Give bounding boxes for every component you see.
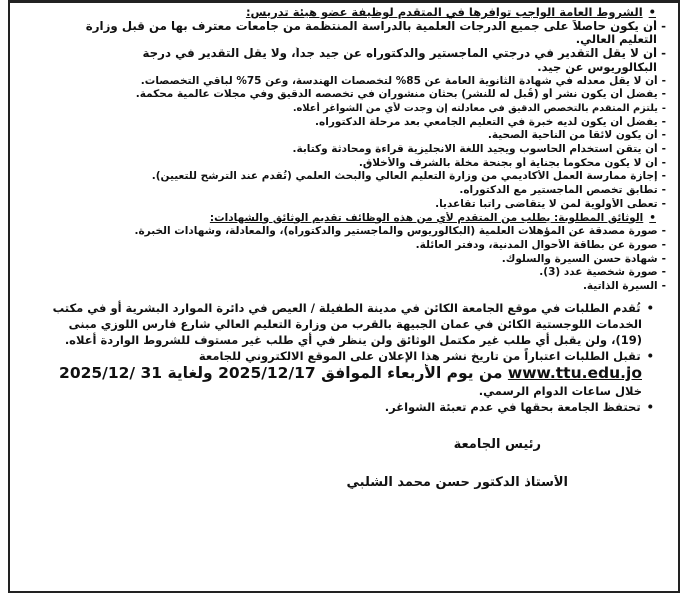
condition-item: - أن لا يقل معدله في شهادة الثانوية العامة عن 85% لتخصصات الهندسة، وعن 75% لباقي التخصصات. xyxy=(22,75,666,89)
documents-title: • الوثائق المطلوبة: يطلب من المتقدم لأي من هذه الوظائف تقديم الوثائق والشهادات: xyxy=(22,212,656,226)
website-and-dates xyxy=(22,364,642,383)
website-link[interactable]: www.ttu.edu.jo xyxy=(507,363,642,382)
submission-line: الخدمات اللوجستية الكائن في عمان الجبيهة بالقرب من وزارة التعليم العالي شارع فارس اللوزي مبنى xyxy=(68,316,642,331)
condition-item: - أن يتقن استخدام الحاسوب ويجيد اللغة الانجليزية قراءة ومحادثة وكتابة. xyxy=(22,143,666,157)
condition-item: - تعطى الأولوية لمن لا يتقاضى راتباً تقاعدياً. xyxy=(22,198,666,212)
documents-list xyxy=(22,225,666,294)
document-item: - صورة مصدقة عن المؤهلات العلمية (البكالوريوس والماجستير والدكتوراه)، والمعادلة، وشهادات الخبرة. xyxy=(22,225,666,239)
document-item: - صورة عن بطاقة الأحوال المدنية، ودفتر العائلة. xyxy=(22,239,666,253)
conditions-list xyxy=(22,20,666,212)
condition-item: - أن لا يكون محكوماً بجناية أو بجنحة مخلة بالشرف والأخلاق. xyxy=(22,157,666,171)
announcement-content xyxy=(22,6,666,491)
condition-item: - تطابق تخصص الماجستير مع الدكتوراه. xyxy=(22,184,666,198)
signatory-name: الأستاذ الدكتور حسن محمد الشلبي xyxy=(346,474,568,490)
condition-item: التعليم العالي. xyxy=(575,33,657,47)
document-item: - شهادة حسن السيرة والسلوك. xyxy=(22,253,666,267)
submission-line: (19)، ولن يقبل أي طلب غير مكتمل الوثائق ولن ينظر في أي طلب غير مستوف للشروط الواردة أعلاه. xyxy=(64,332,642,347)
condition-item: - أن يكون حاصلاً على جميع الدرجات العلمية بالدراسة المنتظمة من جامعات معترف بها من قبل وزارة xyxy=(22,20,666,34)
submission-block xyxy=(22,300,654,348)
condition-item: البكالوريوس عن جيد. xyxy=(537,60,657,74)
condition-item: - أن لا يقل التقدير في درجتي الماجستير والدكتوراه عن جيد جداً، ولا يقل التقدير في درجة xyxy=(22,47,666,61)
condition-item: - إجازة ممارسة العمل الأكاديمي من وزارة التعليم العالي والبحث العلمي (تُقدم عند الترشح للتعيين). xyxy=(22,170,666,184)
submission-line: • تُقدم الطلبات في موقع الجامعة الكائن في مدينة الطفيلة / العيص في دائرة الموارد البشرية أو في مكتب xyxy=(22,300,654,316)
signature-block xyxy=(22,437,666,491)
condition-item: - يلتزم المتقدم بالتخصص الدقيق في معادلته إن وجدت لأي من الشواغر أعلاه. xyxy=(22,102,666,116)
condition-item: - أن يكون لائقاً من الناحية الصحية. xyxy=(22,129,666,143)
signatory-title: رئيس الجامعة xyxy=(453,436,541,452)
condition-item: - يفضل أن يكون لديه خبرة في التعليم الجامعي بعد مرحلة الدكتوراه. xyxy=(22,116,666,130)
reservation-note: • تحتفظ الجامعة بحقها في عدم تعبئة الشواغر. xyxy=(22,399,654,415)
condition-item: - يفضل أن يكون نشر أو (قُبل له للنشر) بحثان منشوران في تخصصه الدقيق وفي مجلات عالمية محكمة. xyxy=(22,88,666,102)
working-hours: خلال ساعات الدوام الرسمي. xyxy=(478,383,642,398)
applications-open: • تقبل الطلبات اعتباراً من تاريخ نشر هذا الإعلان على الموقع الالكتروني للجامعة xyxy=(22,348,654,364)
conditions-title: • الشروط العامة الواجب توافرها في المتقدم لوظيفة عضو هيئة تدريس: xyxy=(22,6,656,20)
applications-block xyxy=(22,348,654,415)
date-range: من يوم الأربعاء الموافق 2025/12/17 ولغاية 31 /2025/12 xyxy=(59,363,503,382)
document-item: - السيرة الذاتية. xyxy=(22,280,666,294)
document-item: - صورة شخصية عدد (3). xyxy=(22,266,666,280)
